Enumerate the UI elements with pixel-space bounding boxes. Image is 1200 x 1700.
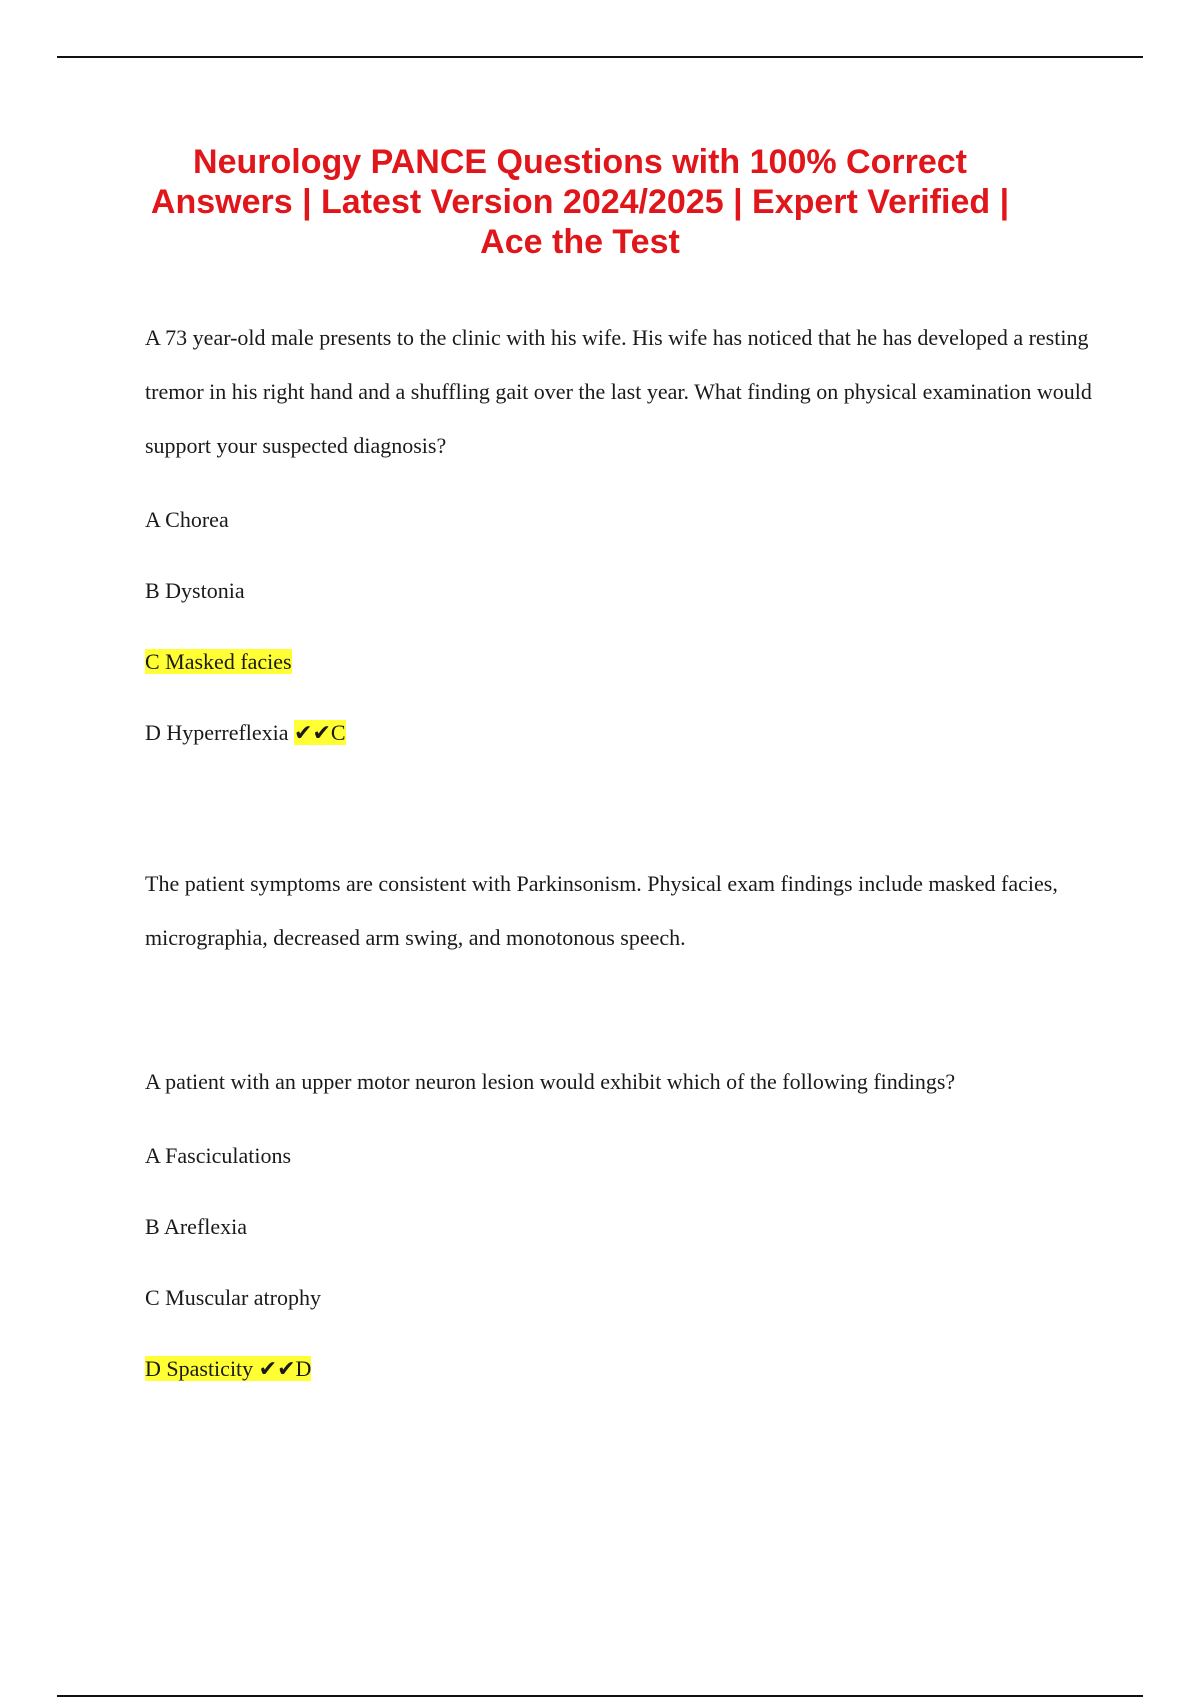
question-2-text: A patient with an upper motor neuron lesion would exhibit which of the following findings? bbox=[145, 1069, 956, 1094]
question-1-option-d-label: D Hyperreflexia bbox=[145, 720, 289, 745]
question-1-option-c bbox=[145, 647, 292, 677]
top-rule bbox=[57, 56, 1143, 58]
bottom-rule bbox=[57, 1695, 1143, 1697]
question-1-option-c-highlighted: C Masked facies bbox=[145, 649, 292, 674]
question-1-option-d bbox=[145, 718, 346, 748]
question-2-option-a: A Fasciculations bbox=[145, 1143, 292, 1168]
document-title: Neurology PANCE Questions with 100% Correct Answers | Latest Version 2024/2025 | Expert Verified | Ace the Test bbox=[150, 143, 1010, 261]
question-1-option-b: B Dystonia bbox=[145, 578, 245, 603]
question-1-explanation: The patient symptoms are consistent with Parkinsonism. Physical exam findings include masked facies, micrographia, decreased arm swing, and monotonous speech. bbox=[145, 871, 1058, 950]
question-2-answer-mark: ✔✔D bbox=[258, 1356, 312, 1381]
question-1-text: A 73 year-old male presents to the clinic with his wife. His wife has noticed that he has developed a resting tremor in his right hand and a shuffling gait over the last year. What finding on physical examination would support your suspected diagnosis? bbox=[145, 325, 1092, 458]
question-2-option-c: C Muscular atrophy bbox=[145, 1285, 321, 1310]
question-2-option-d bbox=[145, 1354, 311, 1384]
question-2-option-b: B Areflexia bbox=[145, 1214, 248, 1239]
question-1-answer-mark: ✔✔C bbox=[294, 720, 346, 745]
question-2-option-d-highlighted bbox=[145, 1356, 311, 1381]
question-1-option-a: A Chorea bbox=[145, 507, 229, 532]
question-2-option-d-label: D Spasticity bbox=[145, 1356, 254, 1381]
